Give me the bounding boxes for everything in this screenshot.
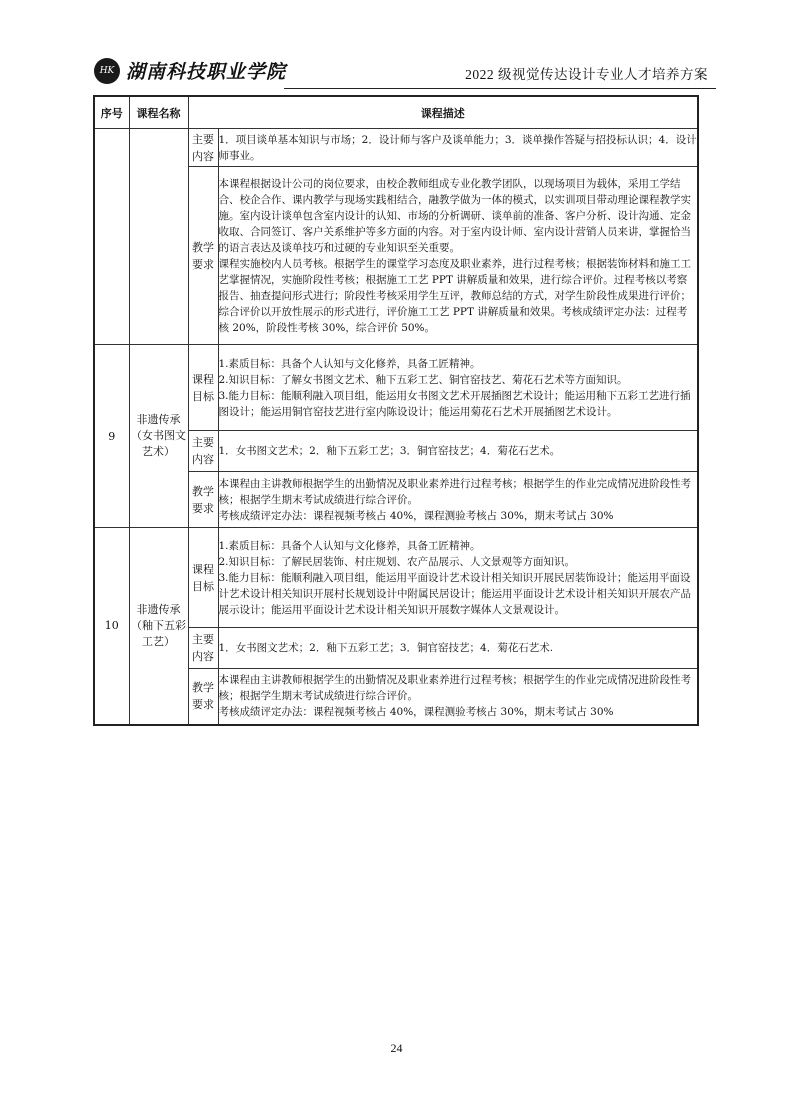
school-logo xyxy=(94,57,286,84)
row-no xyxy=(94,129,129,345)
header-rule xyxy=(284,88,716,89)
content-cell xyxy=(218,431,698,472)
table-row xyxy=(94,345,698,431)
desc-line: 本课程由主讲教师根据学生的出勤情况及职业素养进行过程考核；根据学生的作业完成情况进阶段性考核；根据学生期末考试成绩进行综合评价。 xyxy=(218,477,691,506)
desc-line: 3.能力目标：能顺利融入项目组，能运用平面设计艺术设计相关知识开展民居装饰设计；能运用平面设计艺术设计相关知识开展村长规划设计中附属民居设计；能运用平面设计艺术设计相关知识开展农产品展示设计；能运用平面设计艺术设计相关知识开展数字媒体人文景观设计。 xyxy=(218,571,691,616)
desc-line: 1．项目谈单基本知识与市场；2．设计师与客户及谈单能力；3．谈单操作答疑与招投标认识；4．设计师事业。 xyxy=(218,133,697,162)
desc-line: 本课程由主讲教师根据学生的出勤情况及职业素养进行过程考核；根据学生的作业完成情况进阶段性考核；根据学生期末考试成绩进行综合评价。 xyxy=(218,674,691,703)
sub-label: 课程目标 xyxy=(188,528,218,628)
header-no: 序号 xyxy=(94,96,129,129)
sub-label: 主要内容 xyxy=(188,628,218,669)
desc-line: 课程实施校内人员考核。根据学生的课堂学习态度及职业素养，进行过程考核；根据装饰材料和施工工艺掌握情况，实施阶段性考核；根据施工工艺 PPT 讲解质量和效果，进行综合评价。过程考核以考察报告、抽查提问形式进行；阶段性考核采用学生互评，教师总结的方式，对学生阶段性成果进行评价；综合评价以开放性展示的形式进行，评价施工工艺 PPT 讲解质量和效果。考核成绩评定办法：过程考核 20%，阶段性考核 30%，综合评价 50%。 xyxy=(218,257,691,334)
header-desc: 课程描述 xyxy=(188,96,698,129)
teaching-cell xyxy=(218,472,698,528)
table-header-row xyxy=(94,96,698,129)
row-no: 10 xyxy=(94,528,129,725)
table-row xyxy=(94,528,698,628)
row-no: 9 xyxy=(94,345,129,528)
desc-line: 2.知识目标：了解女书图文艺术、釉下五彩工艺、铜官窑技艺、菊花石艺术等方面知识。 xyxy=(218,373,628,386)
row-name: 非遗传承（女书图文艺术） xyxy=(129,345,188,528)
teaching-cell xyxy=(218,669,698,725)
row-name: 非遗传承（釉下五彩工艺） xyxy=(129,528,188,725)
desc-line: 3.能力目标：能顺利融入项目组，能运用女书图文艺术开展插图艺术设计；能运用釉下五彩工艺进行插图设计；能运用铜官窑技艺进行室内陈设设计；能运用菊花石艺术开展插图艺术设计。 xyxy=(218,389,691,418)
content-cell xyxy=(218,628,698,669)
desc-line: 考核成绩评定办法：课程视频考核占 40%，课程测验考核占 30%，期末考试占 30% xyxy=(218,509,614,522)
page-header xyxy=(94,55,716,89)
goal-cell xyxy=(218,528,698,628)
content-cell xyxy=(218,129,698,167)
desc-line: 1．女书图文艺术；2．釉下五彩工艺；3．铜官窑技艺；4．菊花石艺术. xyxy=(218,642,554,654)
page-number: 24 xyxy=(390,1041,403,1055)
desc-line: 1.素质目标：具备个人认知与文化修养，具备工匠精神。 xyxy=(218,357,481,370)
course-table xyxy=(93,95,699,726)
school-name-calligraphy: 湖南科技职业学院 xyxy=(126,61,287,83)
document-title: 2022 级视觉传达设计专业人才培养方案 xyxy=(465,67,708,82)
goal-cell xyxy=(218,345,698,431)
desc-line: 2.知识目标：了解民居装饰、村庄规划、农产品展示、人文景观等方面知识。 xyxy=(218,555,576,568)
sub-label: 主要内容 xyxy=(188,129,218,167)
desc-line: 1．女书图文艺术；2．釉下五彩工艺；3．铜官窑技艺；4．菊花石艺术。 xyxy=(218,445,561,457)
sub-label: 课程目标 xyxy=(188,345,218,431)
school-seal-icon: HK xyxy=(94,58,120,84)
teaching-cell xyxy=(218,167,698,345)
desc-line: 本课程根据设计公司的岗位要求，由校企教师组成专业化教学团队，以现场项目为载体，采用工学结合、校企合作、课内教学与现场实践相结合，融教学做为一体的模式，以实训项目带动理论课程教学实施。室内设计谈单包含室内设计的认知、市场的分析调研、谈单前的准备、客户分析、设计沟通、定金收取、合同签订、客户关系维护等多方面的内容。对于室内设计师、室内设计营销人员来讲，掌握恰当的语言表达及谈单技巧和过硬的专业知识至关重要。 xyxy=(218,177,691,254)
desc-line: 1.素质目标：具备个人认知与文化修养，具备工匠精神。 xyxy=(218,539,481,552)
row-name xyxy=(129,129,188,345)
sub-label: 教学要求 xyxy=(188,472,218,528)
sub-label: 教学要求 xyxy=(188,669,218,725)
table-row xyxy=(94,129,698,167)
desc-line: 考核成绩评定办法：课程视频考核占 40%，课程测验考核占 30%，期末考试占 30% xyxy=(218,706,614,719)
header-name: 课程名称 xyxy=(129,96,188,129)
sub-label: 主要内容 xyxy=(188,431,218,472)
sub-label: 教学要求 xyxy=(188,167,218,345)
